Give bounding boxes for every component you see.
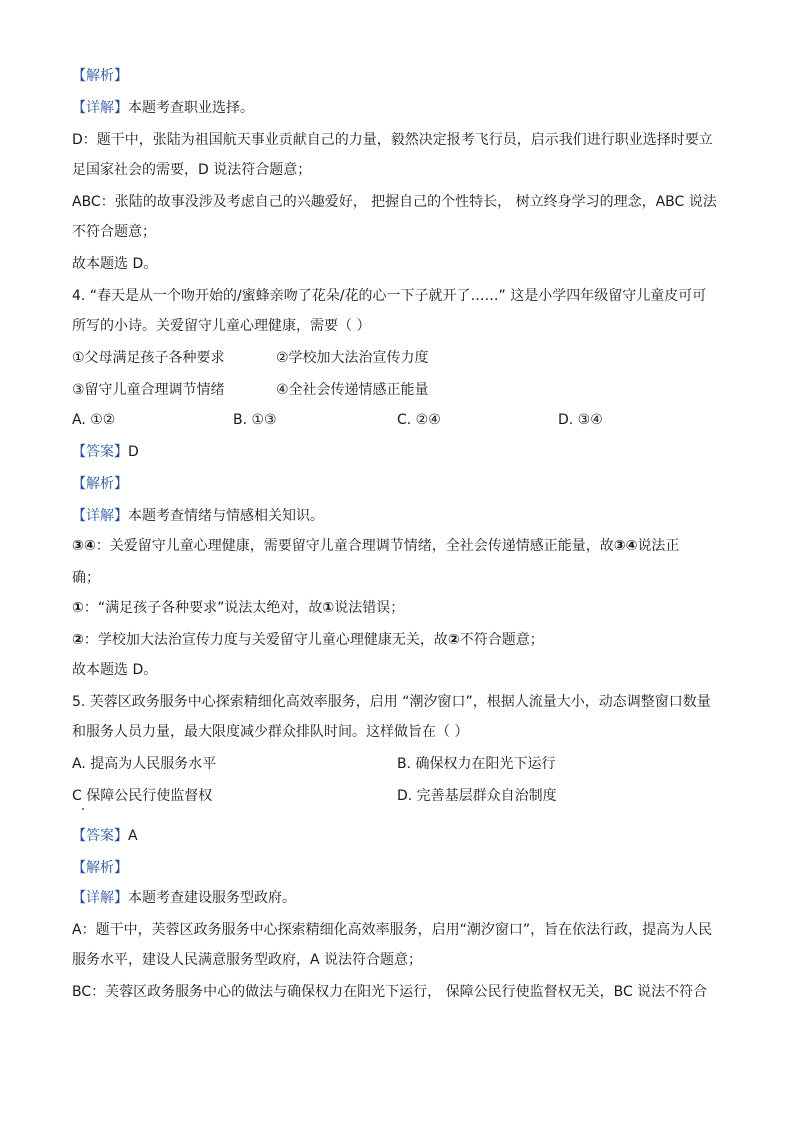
detail-line <box>72 98 254 118</box>
heading-label: 【答案】 <box>72 828 128 844</box>
text-line: 故本题选 D。 <box>72 256 158 272</box>
text-segment: 不符合题意； <box>459 632 544 648</box>
heading-label: 【详解】 <box>72 508 128 524</box>
heading-label: 【详解】 <box>72 100 128 116</box>
text-segment: 说法正 <box>637 538 680 554</box>
option-marker: ③④ <box>72 538 96 554</box>
text-line: 本题考查建设服务型政府。 <box>128 890 296 906</box>
text-line <box>72 598 404 618</box>
text-line: ABC：张陆的故事没涉及考虑自己的兴趣爱好， 把握自己的个性特长， 树立终身学习的理念，ABC 说法 <box>72 194 717 210</box>
text-line: 服务水平，建设人民满意服务型政府，A 说法符合题意； <box>72 952 423 968</box>
choice: D. ③④ <box>558 412 603 428</box>
text-line: 本题考查职业选择。 <box>128 100 254 116</box>
heading-label: 【答案】 <box>72 444 128 460</box>
detail-line <box>72 506 324 526</box>
text-line: 故本题选 D。 <box>72 662 158 678</box>
option-marker: ① <box>72 600 84 616</box>
choice: C 保障公民行使监督权 <box>72 788 213 804</box>
heading-label: 【解析】 <box>72 476 128 492</box>
answer-value: D <box>128 444 139 460</box>
text-line: BC：芙蓉区政务服务中心的做法与确保权力在阳光下运行， 保障公民行使监督权无关，BC 说法不符合 <box>72 984 708 1000</box>
answer-line <box>72 442 139 462</box>
detail-line <box>72 888 296 908</box>
question-stem: 和服务人员力量，最大限度减少群众排队时间。这样做旨在（ ） <box>72 724 469 740</box>
text-line: 确； <box>72 570 100 586</box>
option-marker: ① <box>322 600 335 616</box>
answer-value: A <box>128 828 138 844</box>
heading-label: 【解析】 <box>72 860 128 876</box>
heading-label: 【详解】 <box>72 890 128 906</box>
option-marker: ② <box>447 632 460 648</box>
question-stem: 4. “春天是从一个吻开始的/蜜蜂亲吻了花朵/花的心一下子就开了……” 这是小学四年级留守儿童皮可可 <box>72 288 707 304</box>
text-segment: ：关爱留守儿童心理健康，需要留守儿童合理调节情绪，全社会传递情感正能量，故 <box>95 538 614 554</box>
analysis-heading <box>72 66 128 86</box>
statement: ④全社会传递情感正能量 <box>276 382 429 398</box>
text-line: 足国家社会的需要，D 说法符合题意； <box>72 162 312 178</box>
option-marker: ② <box>72 632 84 648</box>
choice: D. 完善基层群众自治制度 <box>397 788 557 804</box>
analysis-heading <box>72 474 128 494</box>
choice: A. 提高为人民服务水平 <box>72 756 217 772</box>
text-line: 本题考查情绪与情感相关知识。 <box>128 508 324 524</box>
text-line: A：题干中，芙蓉区政务服务中心探索精细化高效率服务，启用“潮汐窗口”，旨在依法行政，提高为人民 <box>72 922 713 938</box>
question-stem: 5. 芙蓉区政务服务中心探索精细化高效率服务，启用 “潮汐窗口”，根据人流量大小，动态调整窗口数量 <box>72 694 711 710</box>
text-segment: 说法错误； <box>334 600 405 616</box>
text-segment: ：“满足孩子各种要求”说法太绝对，故 <box>83 600 323 616</box>
text-line: D：题干中，张陆为祖国航天事业贡献自己的力量，毅然决定报考飞行员，启示我们进行职业选择时要立 <box>72 132 713 148</box>
answer-line <box>72 826 138 846</box>
statement: ③留守儿童合理调节情绪 <box>72 382 225 398</box>
option-marker: ③④ <box>613 538 638 554</box>
text-line <box>72 630 544 650</box>
heading-label: 【解析】 <box>72 68 128 84</box>
text-line <box>72 536 679 556</box>
statement: ①父母满足孩子各种要求 <box>72 350 225 366</box>
question-stem: 所写的小诗。关爱留守儿童心理健康，需要（ ） <box>72 318 371 334</box>
stray-mark <box>82 808 84 810</box>
choice: A. ①② <box>72 412 116 428</box>
choice: C. ②④ <box>397 412 441 428</box>
choice: B. 确保权力在阳光下运行 <box>397 756 556 772</box>
statement: ②学校加大法治宣传力度 <box>276 350 429 366</box>
choice: B. ①③ <box>233 412 277 428</box>
analysis-heading <box>72 858 128 878</box>
text-line: 不符合题意； <box>72 224 156 240</box>
text-segment: ：学校加大法治宣传力度与关爱留守儿童心理健康无关，故 <box>83 632 448 648</box>
